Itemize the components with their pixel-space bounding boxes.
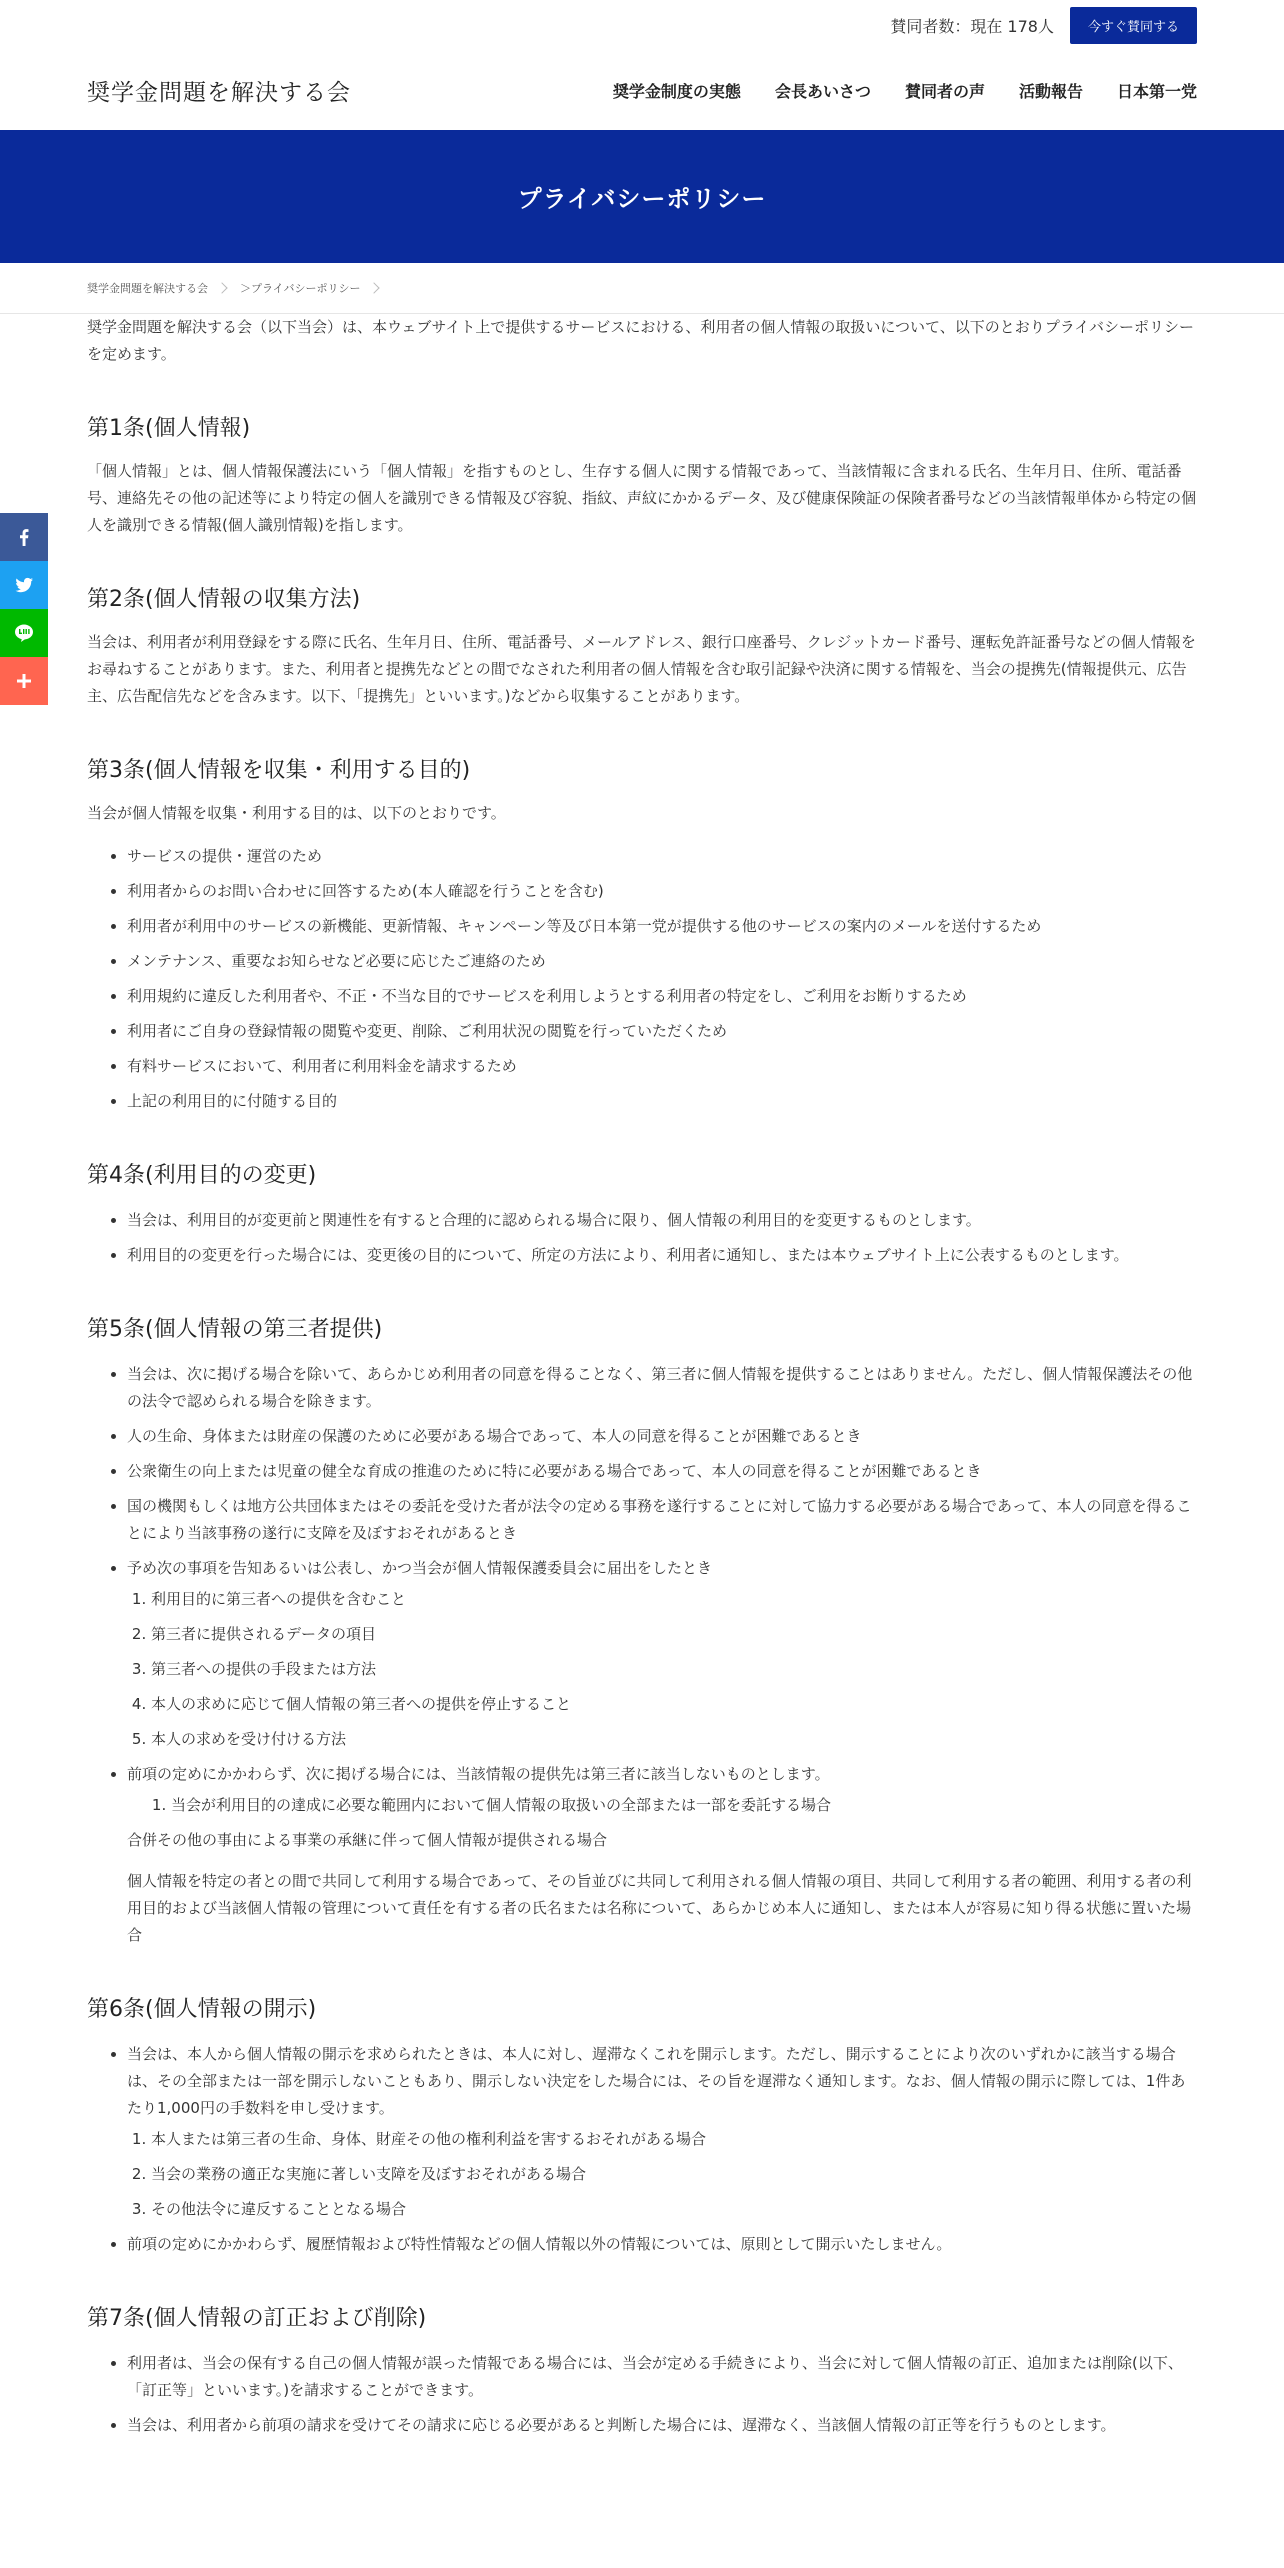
nav-item-activity-report[interactable]: 活動報告 [1018,81,1083,101]
list-item: • 有料サービスにおいて、利用者に利用料金を請求するため [127,1053,1197,1080]
list-item: • 公衆衛生の向上または児童の健全な育成の推進のために特に必要がある場合であって、本人の同意を得ることが困難であるとき [127,1458,1197,1485]
page-title: プライバシーポリシー [517,185,767,213]
sub-list-item: 2. 第三者に提供されるデータの項目 [151,1621,1197,1648]
list-item [127,1555,1197,1753]
purpose-change-list [87,1207,1197,1269]
sub-list-item: 3. 第三者への提供の手段または方法 [151,1656,1197,1683]
list-item [127,2041,1197,2223]
list-item: • 当会は、利用目的が変更前と関連性を有すると合理的に認められる場合に限り、個人情報の利用目的を変更するものとします。 [127,1207,1197,1234]
sub-list-item: 5. 本人の求めを受け付ける方法 [151,1726,1197,1753]
support-now-button[interactable]: 今すぐ賛同する [1070,7,1197,44]
facebook-icon [14,527,34,547]
list-item: • 利用者にご自身の登録情報の閲覧や変更、削除、ご利用状況の閲覧を行っていただくため [127,1018,1197,1045]
sub-list-item: 1. 本人または第三者の生命、身体、財産その他の権利利益を害するおそれがある場合 [151,2126,1197,2153]
list-item-text: 予め次の事項を告知あるいは公表し、かつ当会が個人情報保護委員会に届出をしたとき [127,1559,713,1577]
line-share-button[interactable] [0,609,48,657]
sub-list-item: 4. 本人の求めに応じて個人情報の第三者への提供を停止すること [151,1691,1197,1718]
section-title-2: 第2条(個人情報の収集方法) [87,587,361,612]
nav-item-greeting[interactable]: 会長あいさつ [774,81,871,101]
purpose-list [87,843,1197,1115]
facebook-share-button[interactable] [0,513,48,561]
supporter-count: 賛同者数：現在 178人 [890,16,1054,36]
correction-list [87,2350,1197,2439]
list-item: • 利用者からのお問い合わせに回答するため(本人確認を行うことを含む) [127,878,1197,905]
list-item: • 国の機関もしくは地方公共団体またはその委託を受けた者が法令の定める事務を遂行することに対して協力する必要がある場合であって、本人の同意を得ることにより当該事務の遂行に支障を及ぼすおそれがあるとき [127,1493,1197,1547]
list-item: • 利用者が利用中のサービスの新機能、更新情報、キャンペーン等及び日本第一党が提供する他のサービスの案内のメールを送付するため [127,913,1197,940]
site-header [0,50,1284,130]
third-party-list [87,1361,1197,1949]
disclosure-list [87,2041,1197,2258]
sub-list-item: 1. 利用目的に第三者への提供を含むこと [151,1586,1197,1613]
list-item-text: 前項の定めにかかわらず、次に掲げる場合には、当該情報の提供先は第三者に該当しないものとします。 [127,1765,830,1783]
intro-text: 奨学金問題を解決する会（以下当会）は、本ウェブサイト上で提供するサービスにおける、利用者の個人情報の取扱いについて、以下のとおりプライバシーポリシーを定めます。 [87,318,1195,363]
list-item: • 当会は、次に掲げる場合を除いて、あらかじめ利用者の同意を得ることなく、第三者に個人情報を提供することはありません。ただし、個人情報保護法その他の法令で認められる場合を除きます。 [127,1361,1197,1415]
main-content [0,314,1284,2439]
section-lead-3: 当会が個人情報を収集・利用する目的は、以下のとおりです。 [87,804,506,822]
list-item: • 利用規約に違反した利用者や、不正・不当な目的でサービスを利用しようとする利用者の特定をし、ご利用をお断りするため [127,983,1197,1010]
list-item: • 上記の利用目的に付随する目的 [127,1088,1197,1115]
twitter-share-button[interactable] [0,561,48,609]
section-title-4: 第4条(利用目的の変更) [87,1163,317,1188]
list-item: • メンテナンス、重要なお知らせなど必要に応じたご連絡のため [127,948,1197,975]
list-item-text: 当会は、本人から個人情報の開示を求められたときは、本人に対し、遅滞なくこれを開示します。ただし、開示することにより次のいずれかに該当する場合は、その全部または一部を開示しないこともあり、開示しない決定をした場合には、その旨を遅滞なく通知します。なお、個人情報の開示に際しては、1件あたり1,000円の手数料を申し受けます。 [127,2045,1186,2117]
social-share-bar [0,513,48,705]
page-hero [0,130,1284,263]
plus-icon [15,672,33,690]
sub-list-item: 1. 当会が利用目的の達成に必要な範囲内において個人情報の取扱いの全部または一部を委託する場合 [171,1792,1197,1819]
breadcrumb-current: ＞プライバシーポリシー [240,282,361,295]
nav-item-supporters-voice[interactable]: 賛同者の声 [904,81,985,101]
line-icon [13,622,35,644]
section-title-5: 第5条(個人情報の第三者提供) [87,1317,383,1342]
section-body-1: 「個人情報」とは、個人情報保護法にいう「個人情報」を指すものとし、生存する個人に関する情報であって、当該情報に含まれる氏名、生年月日、住所、電話番号、連絡先その他の記述等により特定の個人を識別できる情報及び容貌、指紋、声紋にかかるデータ、及び健康保険証の保険者番号などの当該情報単体から特定の個人を識別できる情報(個人識別情報)を指します。 [87,462,1197,534]
non-disclosure-cases-list [127,2126,1197,2223]
chevron-right-icon [369,282,380,293]
list-item: • 当会は、利用者から前項の請求を受けてその請求に応じる必要があると判断した場合には、遅滞なく、当該個人情報の訂正等を行うものとします。 [127,2412,1197,2439]
more-share-button[interactable] [0,657,48,705]
chevron-right-icon [216,282,227,293]
section-title-7: 第7条(個人情報の訂正および削除) [87,2306,427,2331]
site-title[interactable]: 奨学金問題を解決する会 [87,79,351,106]
sub-list-item: 2. 当会の業務の適正な実施に著しい支障を及ぼすおそれがある場合 [151,2161,1197,2188]
nav-item-japan-first-party[interactable]: 日本第一党 [1116,81,1197,101]
list-item: • サービスの提供・運営のため [127,843,1197,870]
joint-use-note: 個人情報を特定の者との間で共同して利用する場合であって、その旨並びに共同して利用される個人情報の項目、共同して利用する者の範囲、利用する者の利用目的および当該個人情報の管理について責任を有する者の氏名または名称について、あらかじめ本人に通知し、または本人が容易に知り得る状態に置いた場合 [127,1872,1192,1944]
section-title-6: 第6条(個人情報の開示) [87,1997,317,2022]
list-item: • 人の生命、身体または財産の保護のために必要がある場合であって、本人の同意を得ることが困難であるとき [127,1423,1197,1450]
nav-item-scholarship-reality[interactable]: 奨学金制度の実態 [612,81,741,101]
section-body-2: 当会は、利用者が利用登録をする際に氏名、生年月日、住所、電話番号、メールアドレス、銀行口座番号、クレジットカード番号、運転免許証番号などの個人情報をお尋ねすることがあります。また、利用者と提携先などとの間でなされた利用者の個人情報を含む取引記録や決済に関する情報を、当会の提携先(情報提供元、広告主、広告配信先などを含みます。以下、「提携先」といいます。)などから収集することがあります。 [87,633,1196,705]
sub-list-item: 3. その他法令に違反することとなる場合 [151,2196,1197,2223]
list-item: • 利用者は、当会の保有する自己の個人情報が誤った情報である場合には、当会が定める手続きにより、当会に対して個人情報の訂正、追加または削除(以下、「訂正等」といいます。)を請求することができます。 [127,2350,1197,2404]
twitter-icon [14,575,34,595]
notice-items-list [127,1586,1197,1753]
main-nav [613,79,1197,102]
list-item: • 利用目的の変更を行った場合には、変更後の目的について、所定の方法により、利用者に通知し、または本ウェブサイト上に公表するものとします。 [127,1242,1197,1269]
merger-note: 合併その他の事由による事業の承継に伴って個人情報が提供される場合 [127,1831,608,1849]
top-bar [0,0,1284,50]
non-third-party-list [127,1792,1197,1819]
section-title-1: 第1条(個人情報) [87,416,251,441]
breadcrumb-home[interactable]: 奨学金問題を解決する会 [87,282,208,295]
list-item: • 前項の定めにかかわらず、履歴情報および特性情報などの個人情報以外の情報については、原則として開示いたしません。 [127,2231,1197,2258]
list-item [127,1761,1197,1949]
breadcrumb [0,263,1284,314]
section-title-3: 第3条(個人情報を収集・利用する目的) [87,758,471,783]
